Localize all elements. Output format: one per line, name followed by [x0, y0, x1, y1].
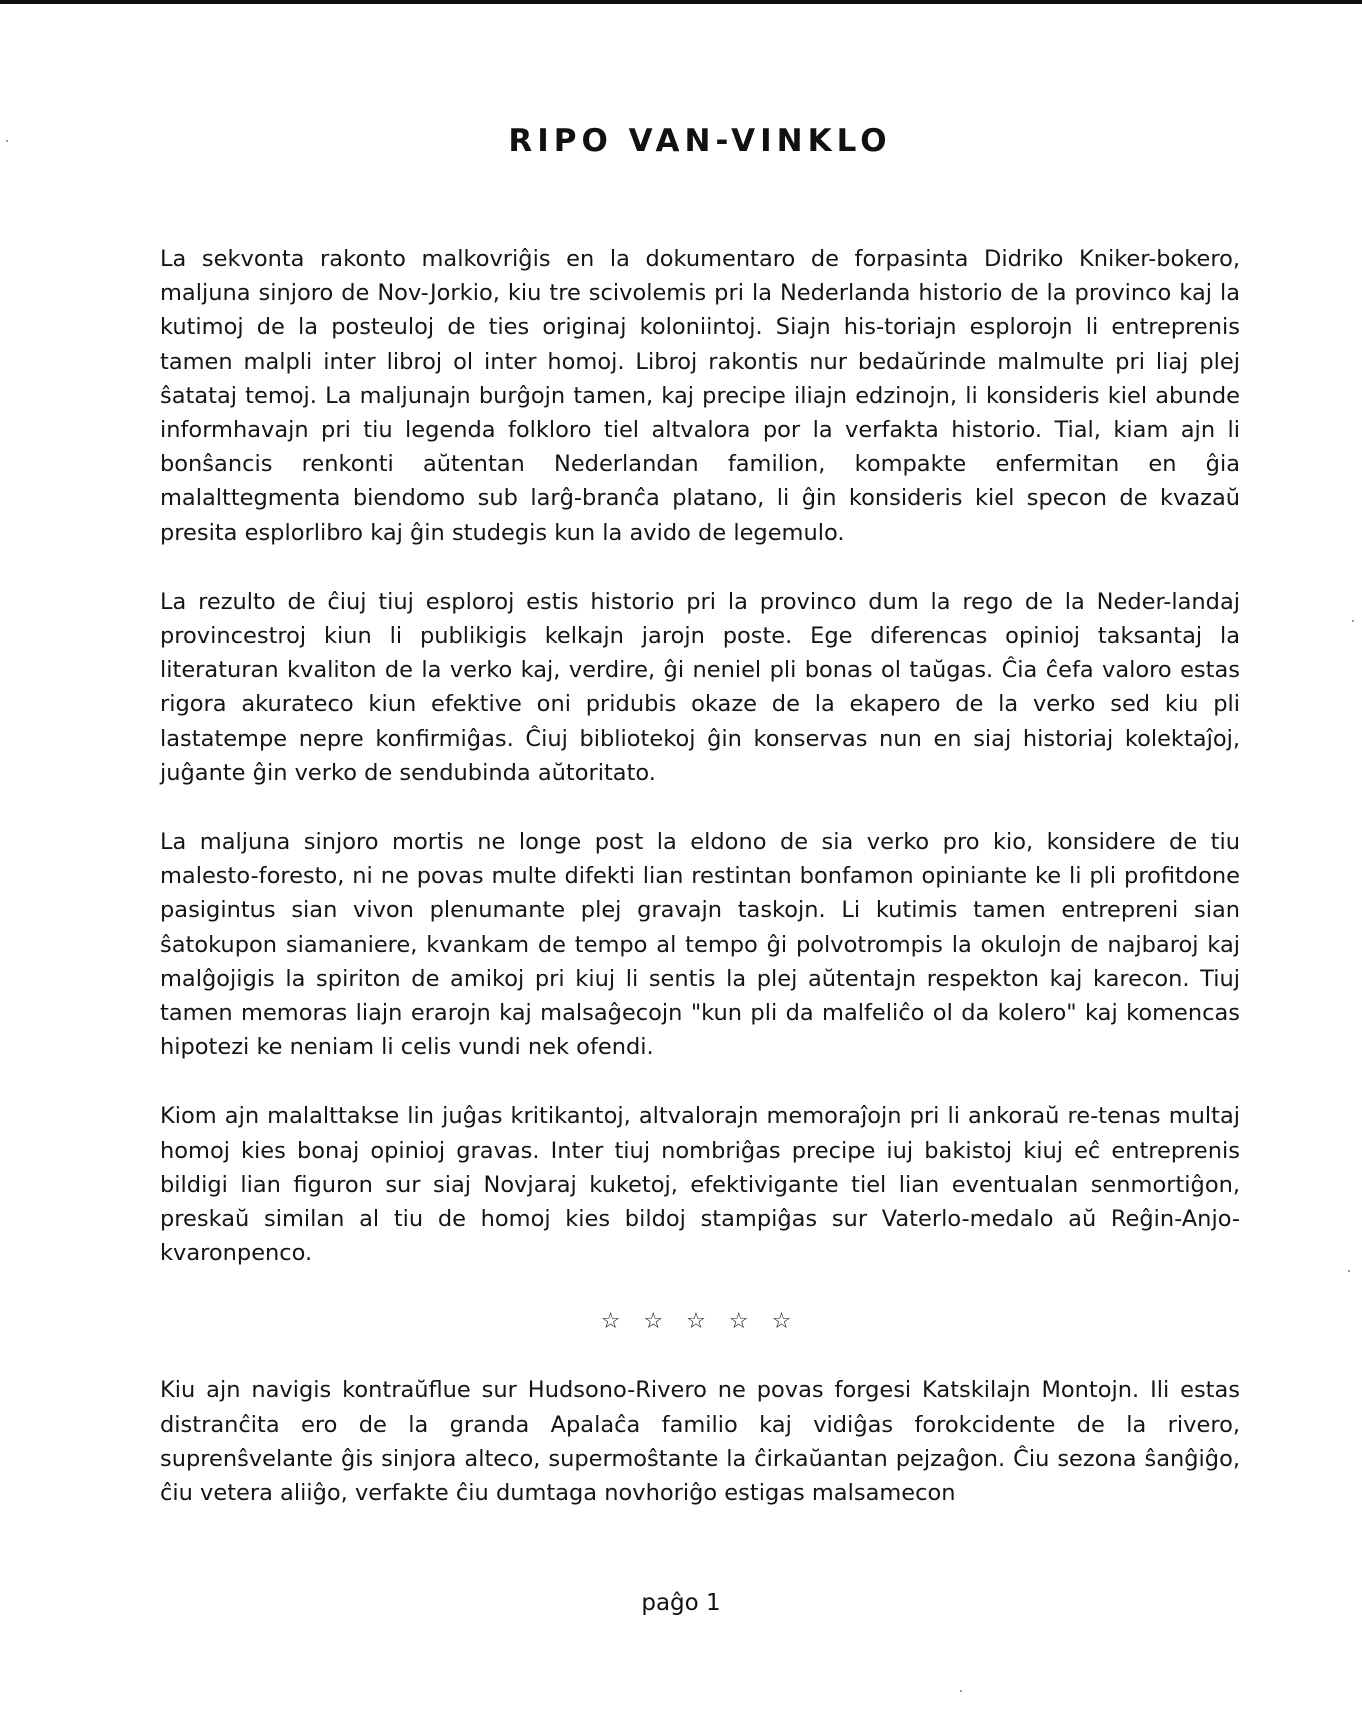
paragraph-1: La sekvonta rakonto malkovriĝis en la dokumentaro de forpasinta Didriko Kniker-bokero, maljuna sinjoro de Nov-Jorkio, kiu tre scivolemis pri la Nederlanda historio de la provinco kaj la kutimoj de la posteuloj de ties originaj koloniintoj. Siajn his-toriajn esplorojn li entreprenis tamen malpli inter libroj ol inter homoj. Libroj rakontis nur bedaŭrinde malmulte pri liaj plej ŝatataj temoj. La maljunajn burĝojn tamen, kaj precipe iliajn edzinojn, li konsideris kiel abunde informhavajn pri tiu legenda folkloro tiel altvalora por la verfakta historio. Tial, kiam ajn li bonŝancis renkonti aŭtentan Nederlandan familion, kompakte enfermitan en ĝia malalttegmenta biendomo sub larĝ-branĉa platano, li ĝin konsideris kiel specon de kvazaŭ presita esplorlibro kaj ĝin studegis kun la avido de legemulo.	[160, 246, 1240, 546]
paragraph-2: La rezulto de ĉiuj tiuj esploroj estis historio pri la provinco dum la rego de la Neder-landaj provincestroj kiun li publikigis kelkajn jarojn poste. Ege diferencas opinioj taksantaj la literaturan kvaliton de la verko kaj, verdire, ĝi neniel pli bonas ol taŭgas. Ĉia ĉefa valoro estas rigora akurateco kiun efektive oni pridubis okaze de la ekapero de la verko sed kiu pli lastatempe nepre konfirmiĝas. Ĉiuj bibliotekoj ĝin konservas nun en siaj historiaj kolektaĵoj, juĝante ĝin verko de sendubinda aŭtoritato.	[160, 588, 1240, 786]
section-separator-stars: ☆ ☆ ☆ ☆ ☆	[600, 1309, 800, 1335]
paragraph-4: Kiom ajn malalttakse lin juĝas kritikantoj, altvalorajn memoraĵojn pri li ankoraŭ re-tenas multaj homoj kies bonaj opinioj gravas. Inter tiuj nombriĝas precipe iuj bakistoj kiuj eĉ entreprenis bildigi lian figuron sur siaj Novjaraj kuketoj, efektivigante tiel lian eventualan senmortiĝon, preskaŭ similan al tiu de homoj kies bildoj stampiĝas sur Vaterlo-medalo aŭ Reĝin-Anjo-kvaronpenco.	[160, 1103, 1240, 1267]
scan-speck	[1348, 1270, 1350, 1272]
page-number: paĝo 1	[641, 1590, 721, 1616]
document-page	[160, 118, 1240, 1545]
document-title: RIPO VAN-VINKLO	[508, 123, 892, 159]
scan-speck	[960, 1690, 962, 1692]
paragraph-3: La maljuna sinjoro mortis ne longe post la eldono de sia verko pro kio, konsidere de tiu malesto-foresto, ni ne povas multe difekti lian restintan bonfamon opiniante ke li pli profitdone pasigintus sian vivon plenumante plej gravajn taskojn. Li kutimis tamen entrepreni sian ŝatokupon siamaniere, kvankam de tempo al tempo ĝi polvotrompis la okulojn de najbaroj kaj malĝojigis la spiriton de amikoj pri kiuj li sentis la plej aŭtentajn respekton kaj karecon. Tiuj tamen memoras liajn erarojn kaj malsaĝecojn "kun pli da malfeliĉo ol da kolero" kaj komencas hipotezi ke neniam li celis vundi nek ofendi.	[160, 829, 1240, 1061]
scan-speck	[1352, 620, 1354, 622]
scan-speck	[6, 140, 8, 142]
top-border-rule	[0, 0, 1362, 4]
paragraph-5: Kiu ajn navigis kontraŭflue sur Hudsono-Rivero ne povas forgesi Katskilajn Montojn. Ili estas distranĉita ero de la granda Apalaĉa familio kaj vidiĝas forokcidente de la rivero, suprenŝvelante ĝis sinjora alteco, supermoŝtante la ĉirkaŭantan pejzaĝon. Ĉiu sezona ŝanĝiĝo, ĉiu vetera aliiĝo, verfakte ĉiu dumtaga novhoriĝo estigas malsamecon	[160, 1377, 1240, 1507]
